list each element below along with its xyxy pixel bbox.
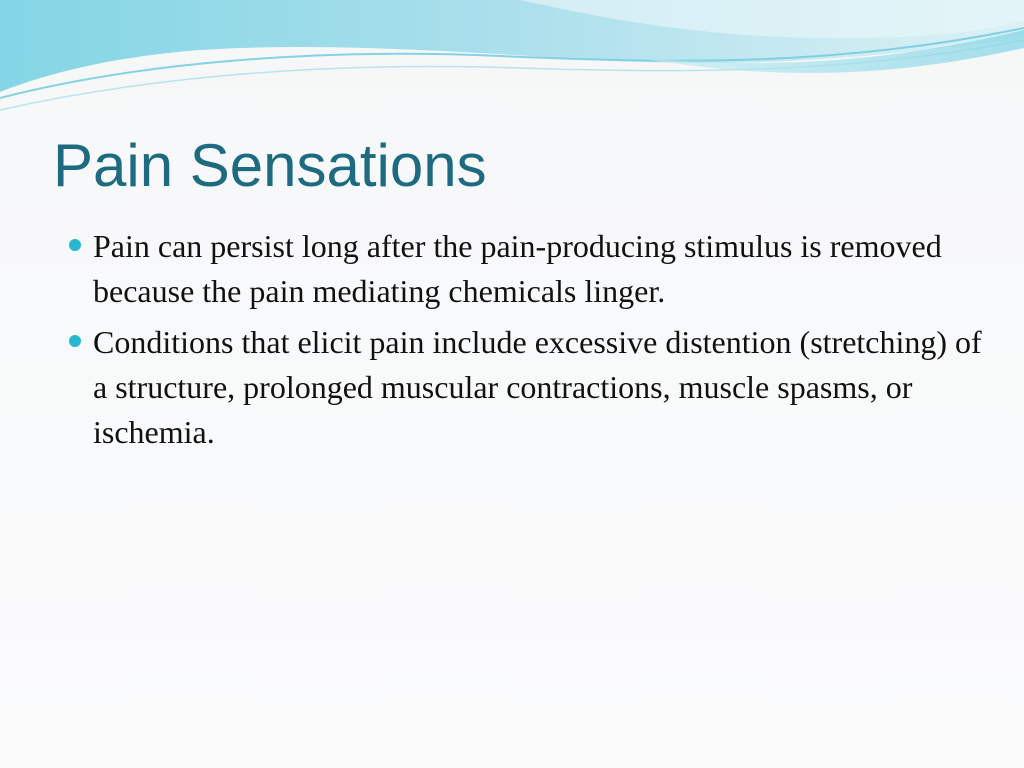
bullet-list xyxy=(64,224,994,461)
bullet-item xyxy=(64,320,994,455)
bullet-item xyxy=(64,224,994,314)
bullet-text: Conditions that elicit pain include excessive distention (stretching) of a structure, prolonged muscular contractions, muscle spasms, or ischemia. xyxy=(93,324,982,450)
bullet-text: Pain can persist long after the pain-producing stimulus is removed because the pain mediating chemicals linger. xyxy=(93,228,942,309)
bullet-dot-icon xyxy=(69,239,81,251)
header-wave-decoration xyxy=(0,0,1024,130)
bullet-dot-icon xyxy=(69,335,81,347)
slide-title: Pain Sensations xyxy=(53,132,487,199)
